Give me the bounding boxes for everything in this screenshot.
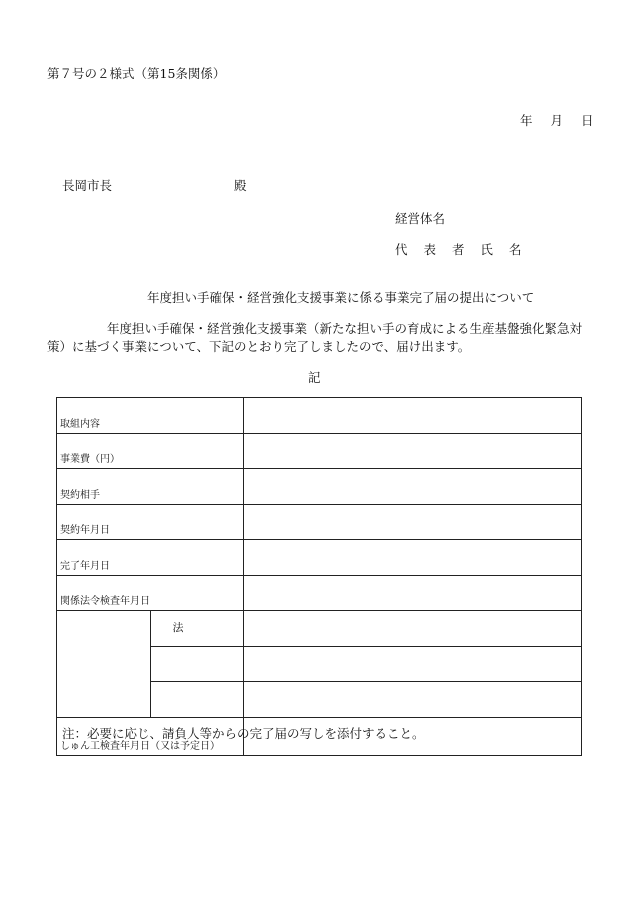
sub-row-value [244, 646, 582, 682]
date-line [520, 111, 594, 129]
row-value-completion-date [244, 540, 582, 576]
row-label-completion-date: 完了年月日 [57, 540, 244, 576]
ki-heading: 記 [308, 370, 321, 385]
date-year-label: 年 [520, 113, 533, 128]
table-row [57, 611, 582, 647]
representative-label: 代 表 者 氏 名 [395, 242, 528, 257]
table-row [57, 504, 582, 540]
sub-row-value [244, 682, 582, 718]
row-value-cost [244, 433, 582, 469]
table-row [57, 540, 582, 576]
row-label-contractor: 契約相手 [57, 469, 244, 505]
sub-row-label: 法 [150, 611, 244, 647]
row-label-cost: 事業費（円） [57, 433, 244, 469]
addressee: 長岡市長 [62, 178, 113, 193]
row-value-inspection-date [244, 575, 582, 611]
table-row [57, 398, 582, 434]
body-text: 年度担い手確保・経営強化支援事業（新たな担い手の育成による生産基盤強化緊急対策）に基づく事業について、下記のとおり完了しましたので、届け出ます。 [47, 321, 583, 354]
completion-table [56, 397, 582, 756]
sub-row-label [150, 682, 244, 718]
sub-row-value [244, 611, 582, 647]
row-value-contractor [244, 469, 582, 505]
date-month-label: 月 [550, 113, 564, 128]
row-value-contract-date [244, 504, 582, 540]
row-value-content [244, 398, 582, 434]
document-title: 年度担い手確保・経営強化支援事業に係る事業完了届の提出について [147, 290, 535, 305]
honorific: 殿 [234, 178, 247, 193]
row-label-final-inspection: しゅん工検査年月日（又は予定日） [57, 717, 244, 755]
form-number: 第７号の２様式（第15条関係） [47, 66, 226, 81]
sub-row-label [150, 646, 244, 682]
sub-row-indent [57, 611, 151, 718]
table-row [57, 433, 582, 469]
row-label-content: 取組内容 [57, 398, 244, 434]
footnote: 注：必要に応じ、請負人等からの完了届の写しを添付すること。 [62, 726, 425, 741]
row-label-contract-date: 契約年月日 [57, 504, 244, 540]
table-row [57, 575, 582, 611]
organization-label: 経営体名 [395, 211, 446, 226]
row-label-inspection-date: 関係法令検査年月日 [57, 575, 244, 611]
table-row [57, 469, 582, 505]
date-day-label: 日 [581, 113, 594, 128]
